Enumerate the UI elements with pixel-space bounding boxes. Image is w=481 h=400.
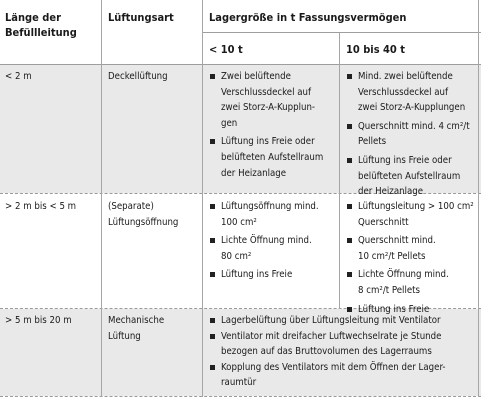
row-2-large-list — [344, 199, 478, 317]
list-item — [207, 134, 337, 181]
list-item-line: raumtür — [221, 377, 257, 389]
list-item-line: zwei Storz-A-Kupplun- — [221, 102, 316, 114]
list-item-line: der Heizanlage — [221, 167, 287, 179]
bullet-square-icon — [210, 334, 215, 339]
header-type — [108, 10, 198, 25]
list-item-line: Lichte Öffnung mind. — [358, 269, 449, 281]
row-divider-3 — [0, 396, 481, 397]
list-item-line: Mind. zwei belüftende — [358, 71, 453, 82]
bullet-square-icon — [347, 272, 352, 277]
header-large-capacity — [346, 42, 476, 57]
list-item-line: Lüftung ins Freie oder — [358, 154, 452, 166]
row-1-length-value: < 2 m — [5, 71, 32, 82]
header-length — [5, 10, 95, 40]
list-item-line: Ventilator mit dreifacher Luftwechselrate je Stunde — [221, 330, 442, 342]
list-item-line: 80 cm² — [221, 250, 252, 262]
list-item — [344, 119, 478, 150]
list-item-line: Lüftung ins Freie — [358, 303, 430, 315]
col-divider-1 — [101, 0, 102, 397]
list-item — [344, 233, 478, 264]
header-large-label: 10 bis 40 t — [346, 43, 405, 56]
list-item — [207, 267, 337, 283]
bullet-square-icon — [347, 238, 352, 243]
list-item-line: bezogen auf das Bruttovolumen des Lagerraums — [221, 346, 432, 358]
list-item-line: Lichte Öffnung mind. — [221, 235, 312, 247]
header-length-line1: Länge der — [5, 11, 61, 24]
header-type-label: Lüftungsart — [108, 11, 174, 24]
list-item — [207, 199, 337, 230]
bullet-square-icon — [347, 307, 352, 312]
list-item-line: Querschnitt — [358, 216, 409, 228]
bullet-square-icon — [347, 158, 352, 163]
list-item-line: Lüftung ins Freie oder — [221, 136, 315, 148]
bullet-square-icon — [210, 204, 215, 209]
list-item-line: Verschlussdeckel auf — [221, 86, 312, 98]
list-item — [207, 313, 479, 329]
bullet-square-icon — [210, 139, 215, 144]
list-item-line: 10 cm²/t Pellets — [358, 250, 426, 262]
header-capacity-label: Lagergröße in t Fassungsvermögen — [209, 11, 407, 24]
row-2-length — [5, 199, 76, 215]
row-3-type — [108, 313, 164, 344]
list-item-line: Kopplung des Ventilators mit dem Öffnen der Lager- — [221, 361, 446, 373]
header-small-label: < 10 t — [209, 43, 243, 56]
list-item-line: belüfteten Aufstellraum — [221, 151, 324, 163]
row-3-type-line1: Mechanische — [108, 315, 165, 326]
list-item — [207, 360, 479, 391]
bullet-square-icon — [210, 238, 215, 243]
row-1-type — [108, 69, 168, 85]
list-item-line: zwei Storz-A-Kupplungen — [358, 102, 466, 114]
list-item — [344, 153, 478, 200]
list-item — [207, 233, 337, 264]
row-2-type-line1: (Separate) — [108, 201, 154, 212]
bullet-square-icon — [210, 272, 215, 277]
list-item-line: Zwei belüftende — [221, 71, 291, 82]
list-item — [207, 329, 479, 360]
list-item-line: Querschnitt mind. — [358, 235, 436, 247]
col-divider-3 — [339, 33, 340, 309]
list-item-line: 100 cm² — [221, 216, 257, 228]
list-item-line: Lagerbelüftung über Lüftungsleitung mit Ventilator — [221, 315, 441, 326]
list-item-line: gen — [221, 117, 238, 129]
row-2-type-line2: Lüftungsöffnung — [108, 216, 179, 228]
row-2-length-value: > 2 m bis < 5 m — [5, 201, 77, 212]
row-1-length — [5, 69, 32, 85]
row-1-small-list — [207, 69, 337, 181]
list-item — [344, 267, 478, 298]
list-item — [344, 199, 478, 230]
list-item-line: Lüftung ins Freie — [221, 269, 293, 281]
list-item-line: Lüftungsöffnung mind. — [221, 201, 319, 212]
bullet-square-icon — [347, 74, 352, 79]
row-3-type-line2: Lüftung — [108, 330, 141, 342]
row-2-small-list — [207, 199, 337, 283]
list-item — [207, 69, 337, 131]
bullet-square-icon — [347, 124, 352, 129]
header-divider-bottom — [0, 64, 481, 65]
bullet-square-icon — [210, 365, 215, 370]
row-3-length — [5, 313, 72, 329]
bullet-square-icon — [210, 318, 215, 323]
row-1-large-list — [344, 69, 478, 200]
list-item-line: 8 cm²/t Pellets — [358, 284, 421, 296]
list-item-line: Lüftungsleitung > 100 cm² — [358, 201, 474, 212]
list-item-line: Verschlussdeckel auf — [358, 86, 449, 98]
list-item — [344, 69, 478, 116]
header-length-line2: Befüllleitung — [5, 26, 77, 39]
row-3-merged-list — [207, 313, 479, 391]
row-2-type — [108, 199, 178, 230]
row-1-type-value: Deckellüftung — [108, 71, 168, 82]
list-item-line: der Heizanlage — [358, 186, 424, 198]
col-divider-2 — [202, 0, 203, 397]
header-capacity — [209, 10, 479, 25]
header-divider-top — [202, 32, 481, 33]
header-small-capacity — [209, 42, 329, 57]
row-3-length-value: > 5 m bis 20 m — [5, 315, 72, 326]
list-item-line: belüfteten Aufstellraum — [358, 170, 461, 182]
bullet-square-icon — [210, 74, 215, 79]
list-item-line: Querschnitt mind. 4 cm²/t — [358, 120, 470, 132]
list-item-line: Pellets — [358, 136, 387, 148]
bullet-square-icon — [347, 204, 352, 209]
